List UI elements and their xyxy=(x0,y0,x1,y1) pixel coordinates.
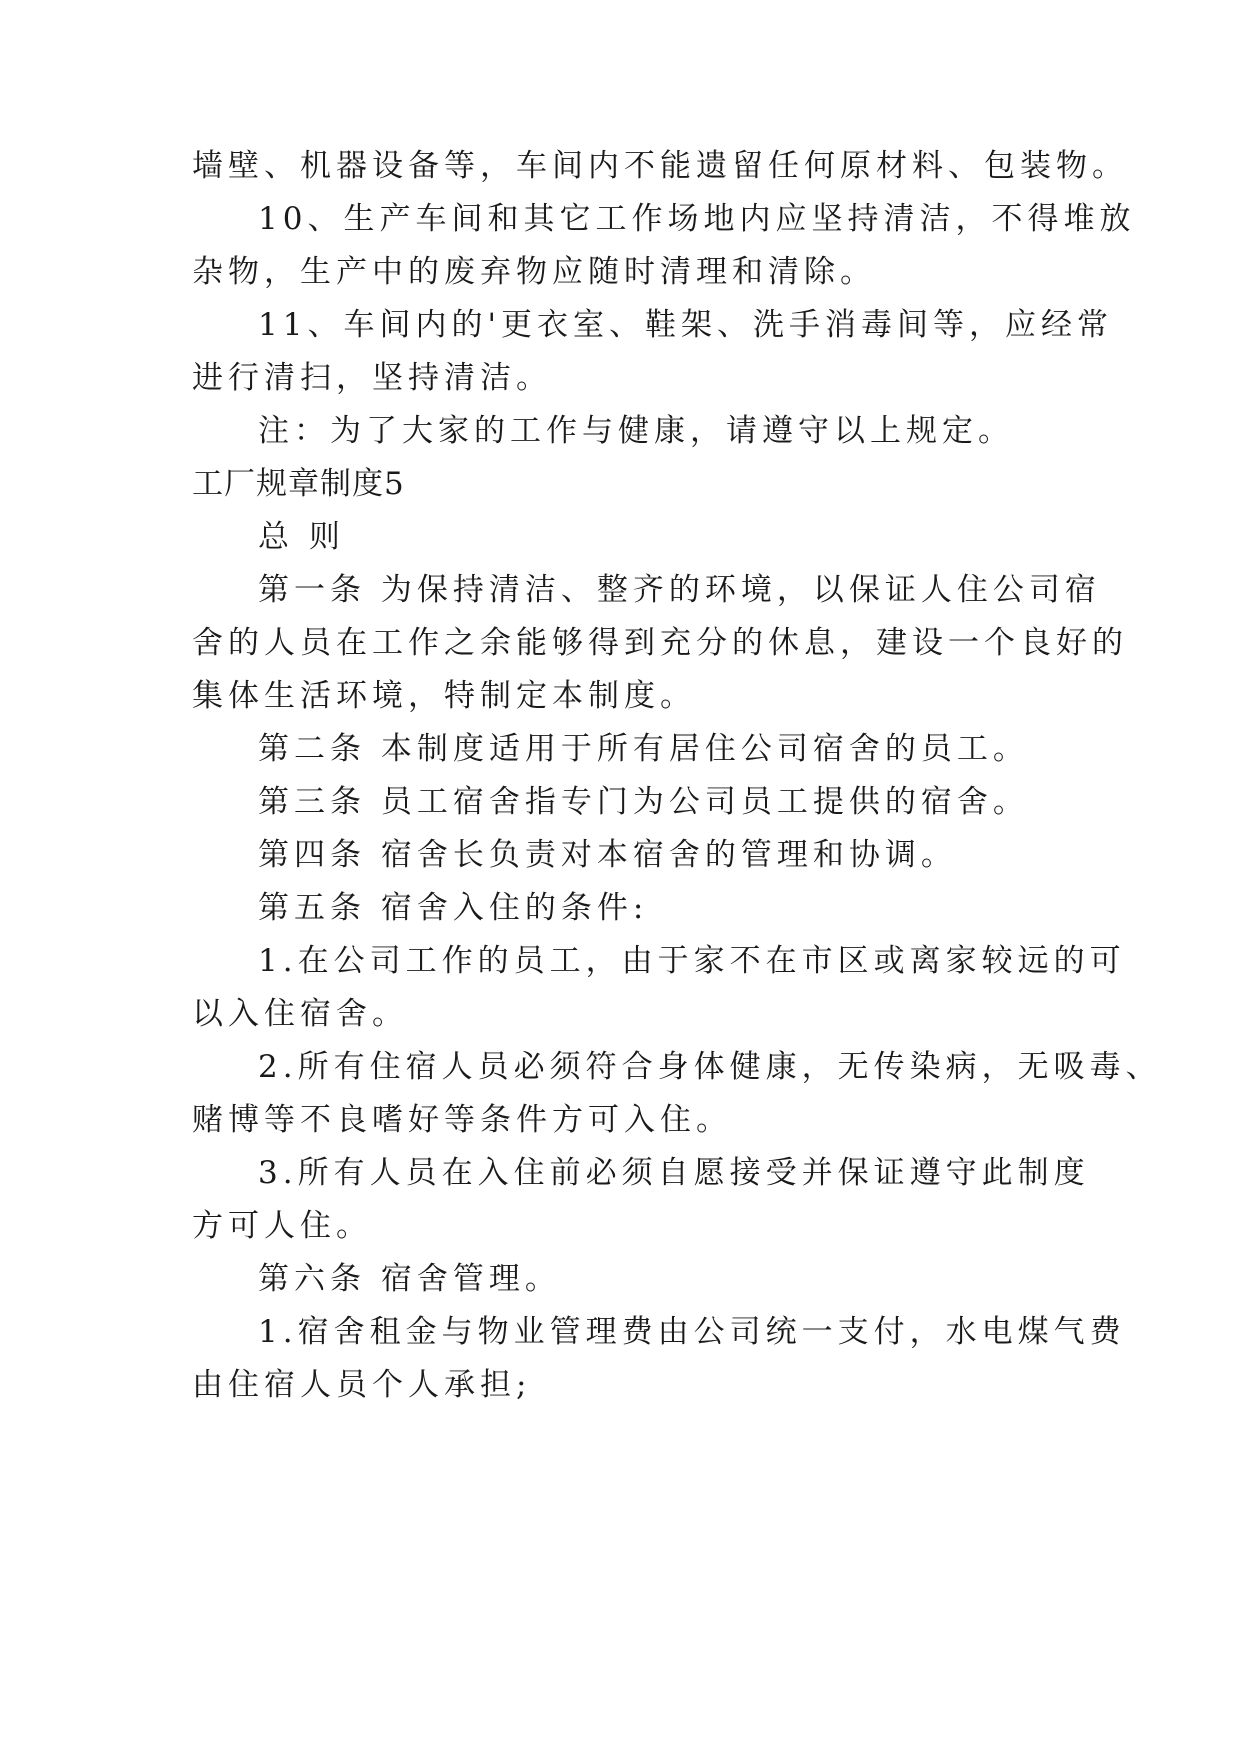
text-line: 进行清扫，坚持清洁。 xyxy=(192,360,552,396)
text-line: 第五条 宿舍入住的条件: xyxy=(258,890,649,926)
text-line: 3.所有人员在入住前必须自愿接受并保证遵守此制度 xyxy=(258,1155,1090,1191)
text-line: 赌博等不良嗜好等条件方可入住。 xyxy=(192,1102,732,1138)
text-line: 第一条 为保持清洁、整齐的环境，以保证人住公司宿 xyxy=(258,572,1101,608)
text-line: 杂物，生产中的废弃物应随时清理和清除。 xyxy=(192,254,876,290)
text-line: 方可人住。 xyxy=(192,1208,372,1244)
text-line: 2.所有住宿人员必须符合身体健康，无传染病，无吸毒、 xyxy=(258,1049,1162,1085)
text-line: 墙壁、机器设备等，车间内不能遗留任何原材料、包装物。 xyxy=(192,148,1128,184)
text-line: 集体生活环境，特制定本制度。 xyxy=(192,678,696,714)
text-line: 舍的人员在工作之余能够得到充分的休息，建设一个良好的 xyxy=(192,625,1128,661)
section-subheading: 总 则 xyxy=(258,519,345,555)
text-line: 第三条 员工宿舍指专门为公司员工提供的宿舍。 xyxy=(258,784,1029,820)
text-line: 11、车间内的'更衣室、鞋架、洗手消毒间等，应经常 xyxy=(258,307,1113,343)
text-line: 第二条 本制度适用于所有居住公司宿舍的员工。 xyxy=(258,731,1029,767)
text-line: 1.在公司工作的员工，由于家不在市区或离家较远的可 xyxy=(258,943,1126,979)
section-heading: 工厂规章制度5 xyxy=(192,466,405,502)
text-line: 1.宿舍租金与物业管理费由公司统一支付，水电煤气费 xyxy=(258,1314,1126,1350)
text-line: 由住宿人员个人承担; xyxy=(192,1367,532,1403)
text-line: 10、生产车间和其它工作场地内应坚持清洁，不得堆放 xyxy=(258,201,1136,237)
text-line: 第六条 宿舍管理。 xyxy=(258,1261,561,1297)
text-line: 第四条 宿舍长负责对本宿舍的管理和协调。 xyxy=(258,837,957,873)
text-line: 以入住宿舍。 xyxy=(192,996,408,1032)
text-line: 注：为了大家的工作与健康，请遵守以上规定。 xyxy=(258,413,1014,449)
